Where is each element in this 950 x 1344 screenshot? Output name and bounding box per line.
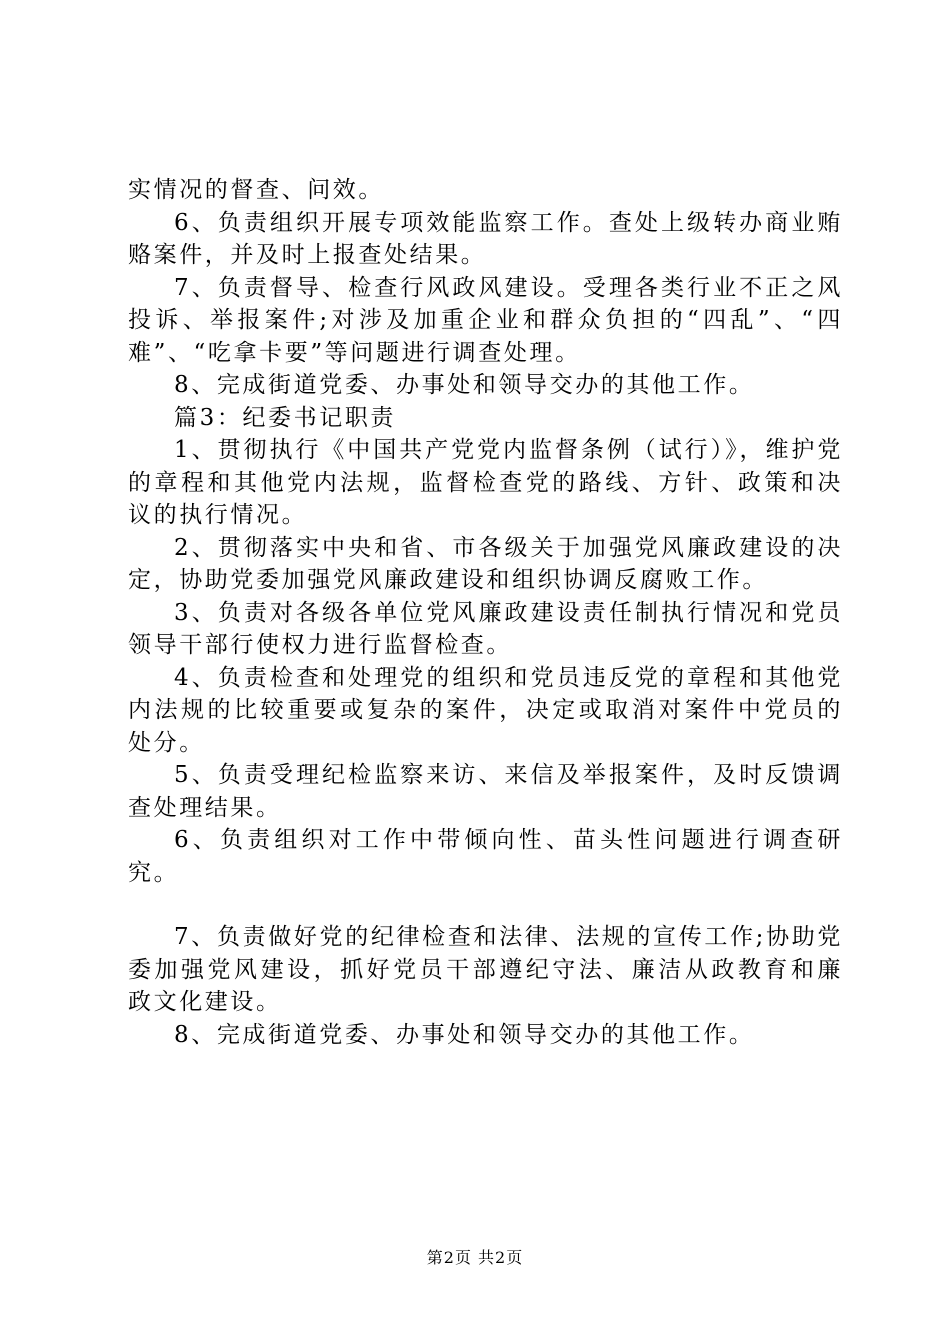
paragraph-duty-6: 6、负责组织对工作中带倾向性、苗头性问题进行调查研究。 [128,827,843,886]
paragraph-item-8: 8、完成街道党委、办事处和领导交办的其他工作。 [174,372,755,398]
page-number-label: 第2页 共2页 [426,1248,524,1267]
paragraph-duty-3: 3、负责对各级各单位党风廉政建设责任制执行情况和党员领导干部行使权力进行监督检查。 [128,599,843,658]
paragraph-continuation: 实情况的督查、问效。 [128,177,384,203]
paragraph-duty-5: 5、负责受理纪检监察来访、来信及举报案件，及时反馈调查处理结果。 [128,762,843,821]
page-footer [0,1245,950,1268]
paragraph-duty-2: 2、贯彻落实中央和省、市各级关于加强党风廉政建设的决定，协助党委加强党风廉政建设和组织协调反腐败工作。 [128,534,843,593]
paragraph-duty-7: 7、负责做好党的纪律检查和法律、法规的宣传工作;协助党委加强党风建设，抓好党员干部遵纪守法、廉洁从政教育和廉政文化建设。 [128,924,843,1015]
section-heading: 篇3：纪委书记职责 [174,404,397,431]
paragraph-duty-8: 8、完成街道党委、办事处和领导交办的其他工作。 [174,1021,755,1048]
paragraph-duty-4: 4、负责检查和处理党的组织和党员违反党的章程和其他党内法规的比较重要或复杂的案件，决定或取消对案件中党员的处分。 [128,664,843,756]
paragraph-duty-1: 1、贯彻执行《中国共产党党内监督条例（试行）》，维护党的章程和其他党内法规，监督检查党的路线、方针、政策和决议的执行情况。 [128,437,843,528]
paragraph-item-7: 7、负责督导、检查行风政风建设。受理各类行业不正之风投诉、举报案件;对涉及加重企业和群众负担的“四乱”、“四难”、“吃拿卡要”等问题进行调查处理。 [128,274,843,366]
document-body [128,174,843,1051]
paragraph-item-6: 6、负责组织开展专项效能监察工作。查处上级转办商业贿赂案件，并及时上报查处结果。 [128,209,843,268]
